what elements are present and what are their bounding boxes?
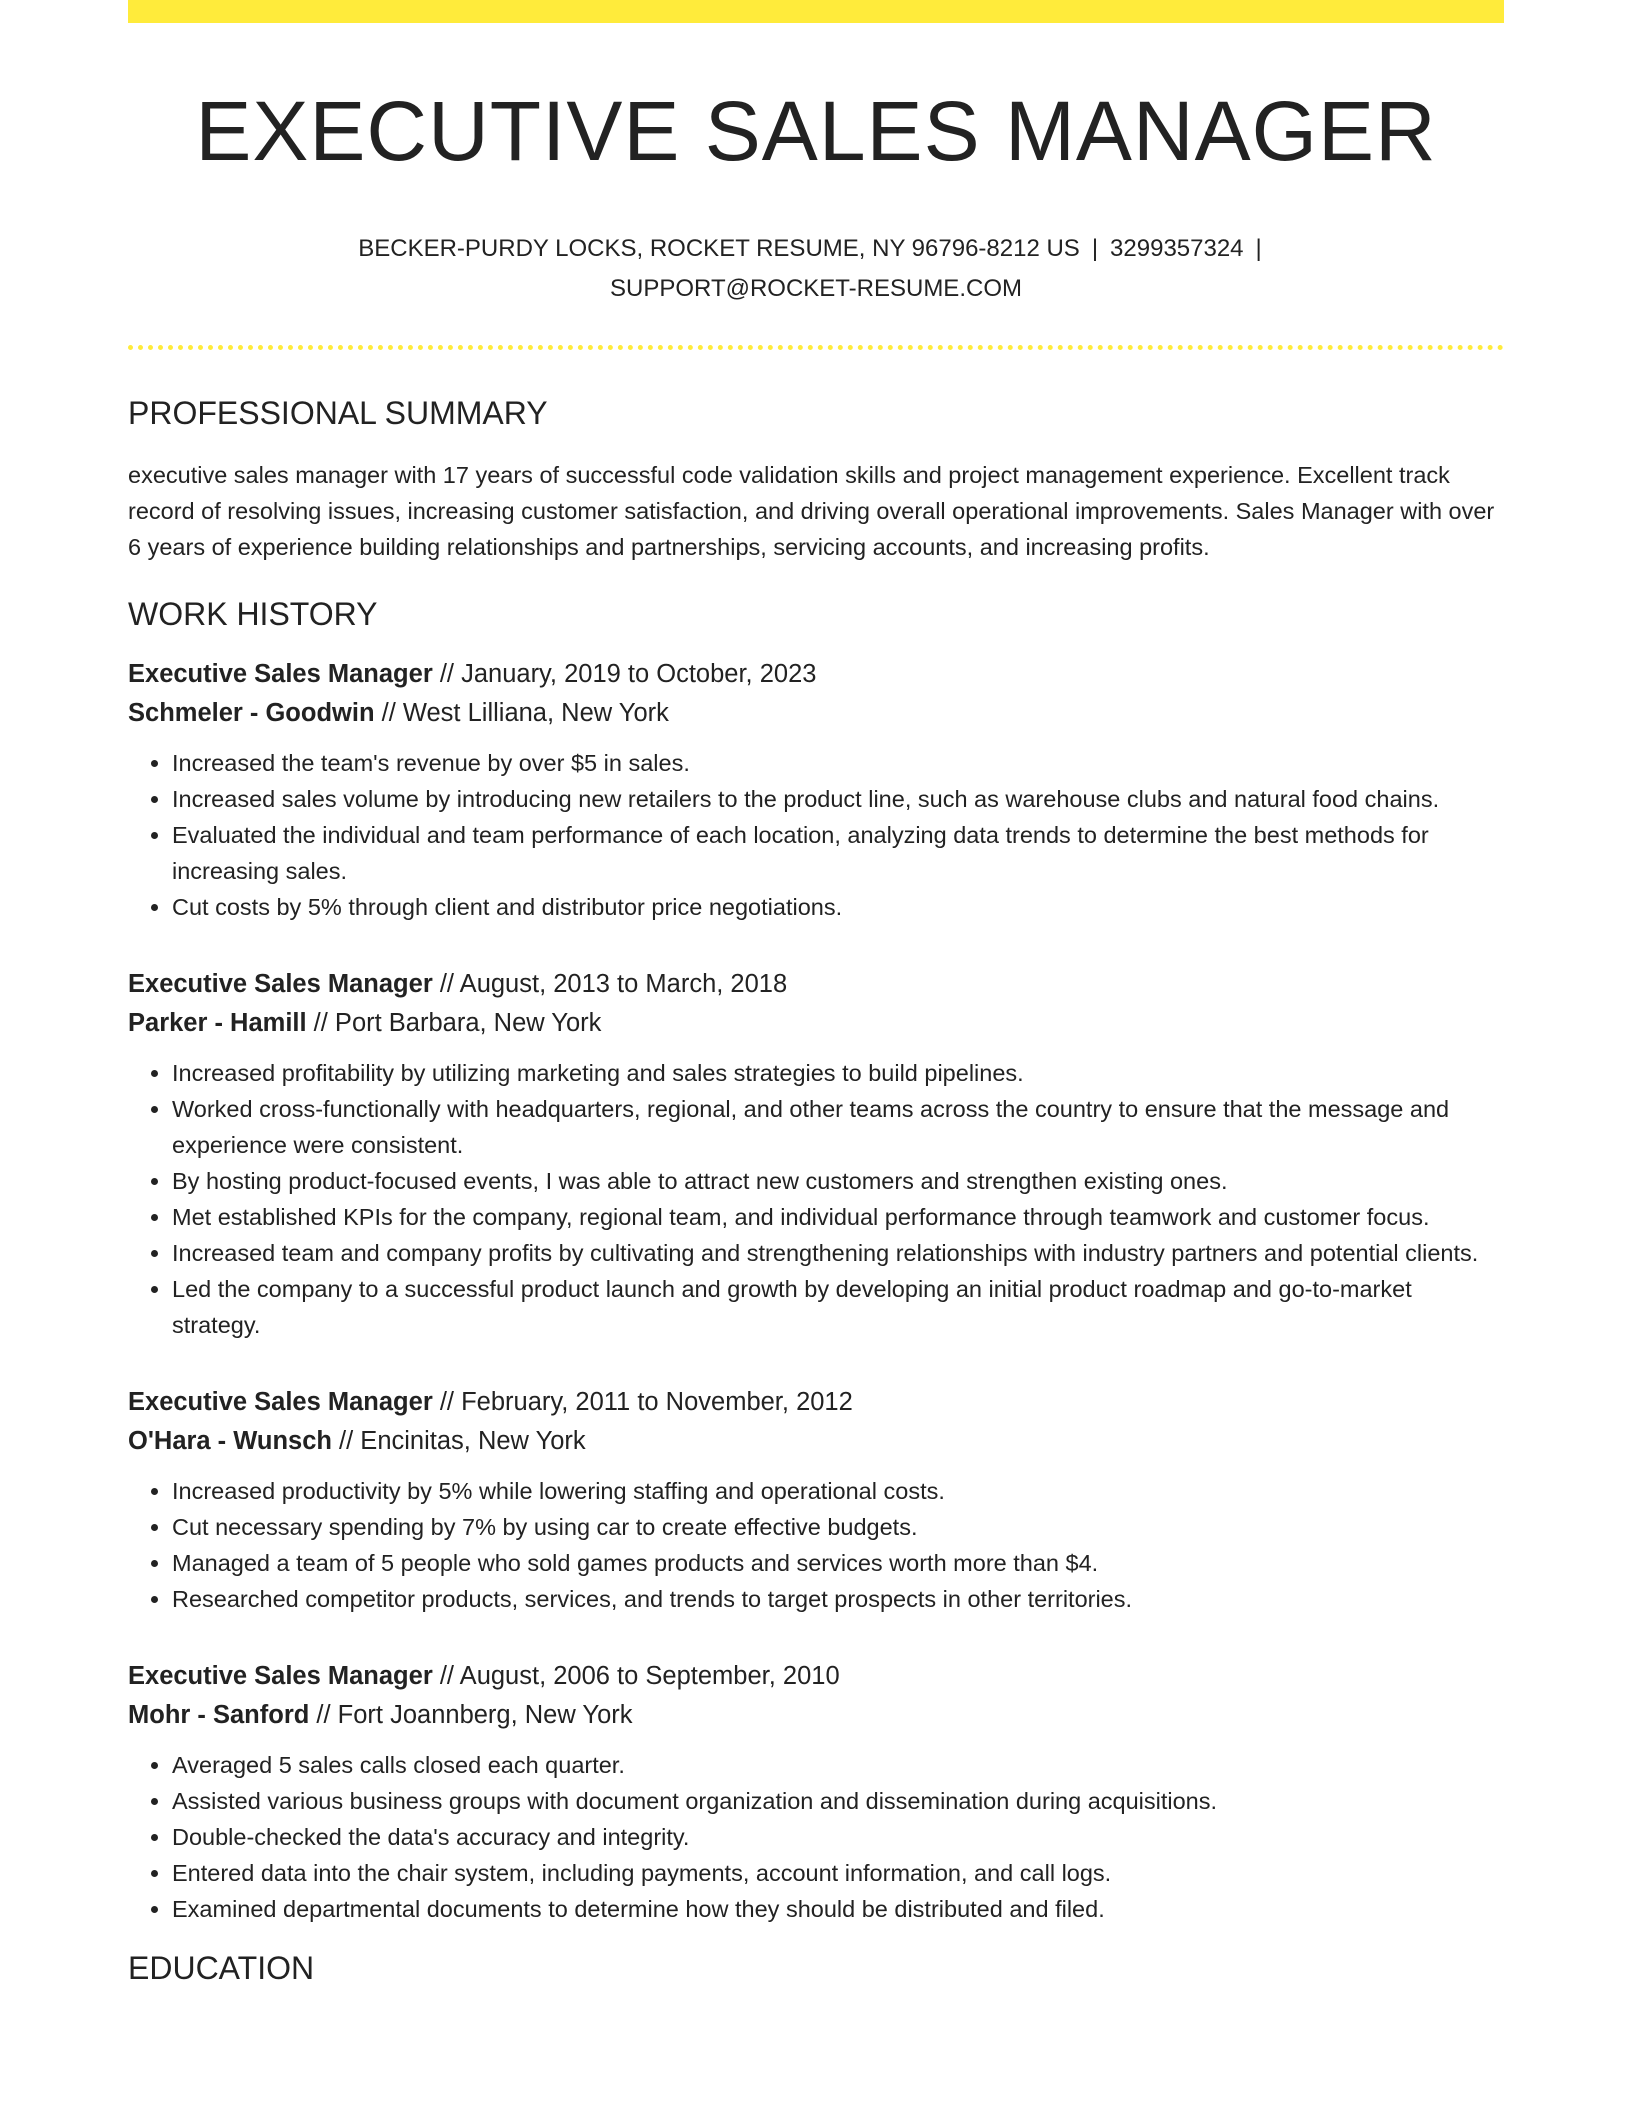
job-bullet: • Led the company to a successful product launch and growth by developing an initial product roadmap and go-to-market strategy. <box>172 1271 1504 1343</box>
job-bullet: • Entered data into the chair system, including payments, account information, and call logs. <box>172 1855 1504 1891</box>
job-role: Executive Sales Manager <box>128 1662 433 1691</box>
job-bullet: • Met established KPIs for the company, regional team, and individual performance through teamwork and customer focus. <box>172 1199 1504 1235</box>
resume-name: EXECUTIVE SALES MANAGER <box>195 84 1437 178</box>
job-role: Executive Sales Manager <box>128 660 433 689</box>
job-dates: // January, 2019 to October, 2023 <box>432 660 817 689</box>
job-bullets <box>128 745 1504 925</box>
job-location: // Fort Joannberg, New York <box>309 1701 633 1730</box>
work-history-heading: WORK HISTORY <box>128 595 378 632</box>
job-company-line <box>128 694 1504 733</box>
contact-email: SUPPORT@ROCKET-RESUME.COM <box>610 275 1022 303</box>
job-bullet: • Cut necessary spending by 7% by using car to create effective budgets. <box>172 1509 1504 1545</box>
job-bullets <box>128 1055 1504 1343</box>
job-company-line <box>128 1696 1504 1735</box>
job-bullet: • By hosting product-focused events, I was able to attract new customers and strengthen existing ones. <box>172 1163 1504 1199</box>
job-bullet: • Increased productivity by 5% while lowering staffing and operational costs. <box>172 1473 1504 1509</box>
job-bullet: • Researched competitor products, services, and trends to target prospects in other territories. <box>172 1581 1504 1617</box>
job-bullet: • Increased team and company profits by cultivating and strengthening relationships with industry partners and potential clients. <box>172 1235 1504 1271</box>
job-role-line <box>128 1383 1504 1422</box>
job-bullet: • Averaged 5 sales calls closed each quarter. <box>172 1747 1504 1783</box>
job-entry <box>128 655 1504 925</box>
job-bullet: • Managed a team of 5 people who sold games products and services worth more than $4. <box>172 1545 1504 1581</box>
job-role-line <box>128 965 1504 1004</box>
job-role-line <box>128 655 1504 694</box>
job-dates: // August, 2006 to September, 2010 <box>432 1662 840 1691</box>
job-company: Parker - Hamill <box>128 1009 307 1038</box>
job-company: O'Hara - Wunsch <box>128 1427 332 1456</box>
job-company: Schmeler - Goodwin <box>128 699 375 728</box>
contact-info <box>128 229 1504 309</box>
contact-address: BECKER-PURDY LOCKS, ROCKET RESUME, NY 96796-8212 US <box>358 235 1080 263</box>
resume-page <box>128 0 1504 1988</box>
job-entry <box>128 965 1504 1343</box>
job-company: Mohr - Sanford <box>128 1701 310 1730</box>
contact-phone: 3299357324 <box>1110 235 1244 263</box>
job-location: // Encinitas, New York <box>331 1427 586 1456</box>
job-entry <box>128 1657 1504 1927</box>
job-bullets <box>128 1747 1504 1927</box>
job-location: // West Lilliana, New York <box>374 699 669 728</box>
job-company-line <box>128 1422 1504 1461</box>
job-role-line <box>128 1657 1504 1696</box>
summary-text: executive sales manager with 17 years of successful code validation skills and project management experience. Excellent track record of resolving issues, increasing customer satisfaction, and driving overall operational improvements. Sales Manager with over 6 years of experience building relationships and partnerships, servicing accounts, and increasing profits. <box>128 461 1495 560</box>
job-entry <box>128 1383 1504 1617</box>
accent-top-bar <box>128 0 1504 23</box>
job-bullet: • Increased profitability by utilizing marketing and sales strategies to build pipelines. <box>172 1055 1504 1091</box>
job-bullet: • Evaluated the individual and team performance of each location, analyzing data trends to determine the best methods for increasing sales. <box>172 817 1504 889</box>
job-bullets <box>128 1473 1504 1617</box>
contact-separator: | <box>1091 235 1099 263</box>
job-bullet: • Worked cross-functionally with headquarters, regional, and other teams across the country to ensure that the message and experience were consistent. <box>172 1091 1504 1163</box>
job-bullet: • Double-checked the data's accuracy and integrity. <box>172 1819 1504 1855</box>
dotted-divider <box>128 345 1504 350</box>
job-bullet: • Assisted various business groups with document organization and dissemination during acquisitions. <box>172 1783 1504 1819</box>
job-bullet: • Examined departmental documents to determine how they should be distributed and filed. <box>172 1891 1504 1927</box>
job-dates: // August, 2013 to March, 2018 <box>432 970 788 999</box>
job-bullet: • Increased sales volume by introducing new retailers to the product line, such as warehouse clubs and natural food chains. <box>172 781 1504 817</box>
contact-separator: | <box>1255 235 1262 263</box>
job-dates: // February, 2011 to November, 2012 <box>432 1388 853 1417</box>
job-location: // Port Barbara, New York <box>306 1009 602 1038</box>
job-company-line <box>128 1004 1504 1043</box>
job-role: Executive Sales Manager <box>128 970 433 999</box>
job-role: Executive Sales Manager <box>128 1388 433 1417</box>
summary-heading: PROFESSIONAL SUMMARY <box>128 395 548 432</box>
job-bullet: • Cut costs by 5% through client and distributor price negotiations. <box>172 889 1504 925</box>
education-heading: EDUCATION <box>128 1950 315 1987</box>
job-bullet: • Increased the team's revenue by over $5 in sales. <box>172 745 1504 781</box>
